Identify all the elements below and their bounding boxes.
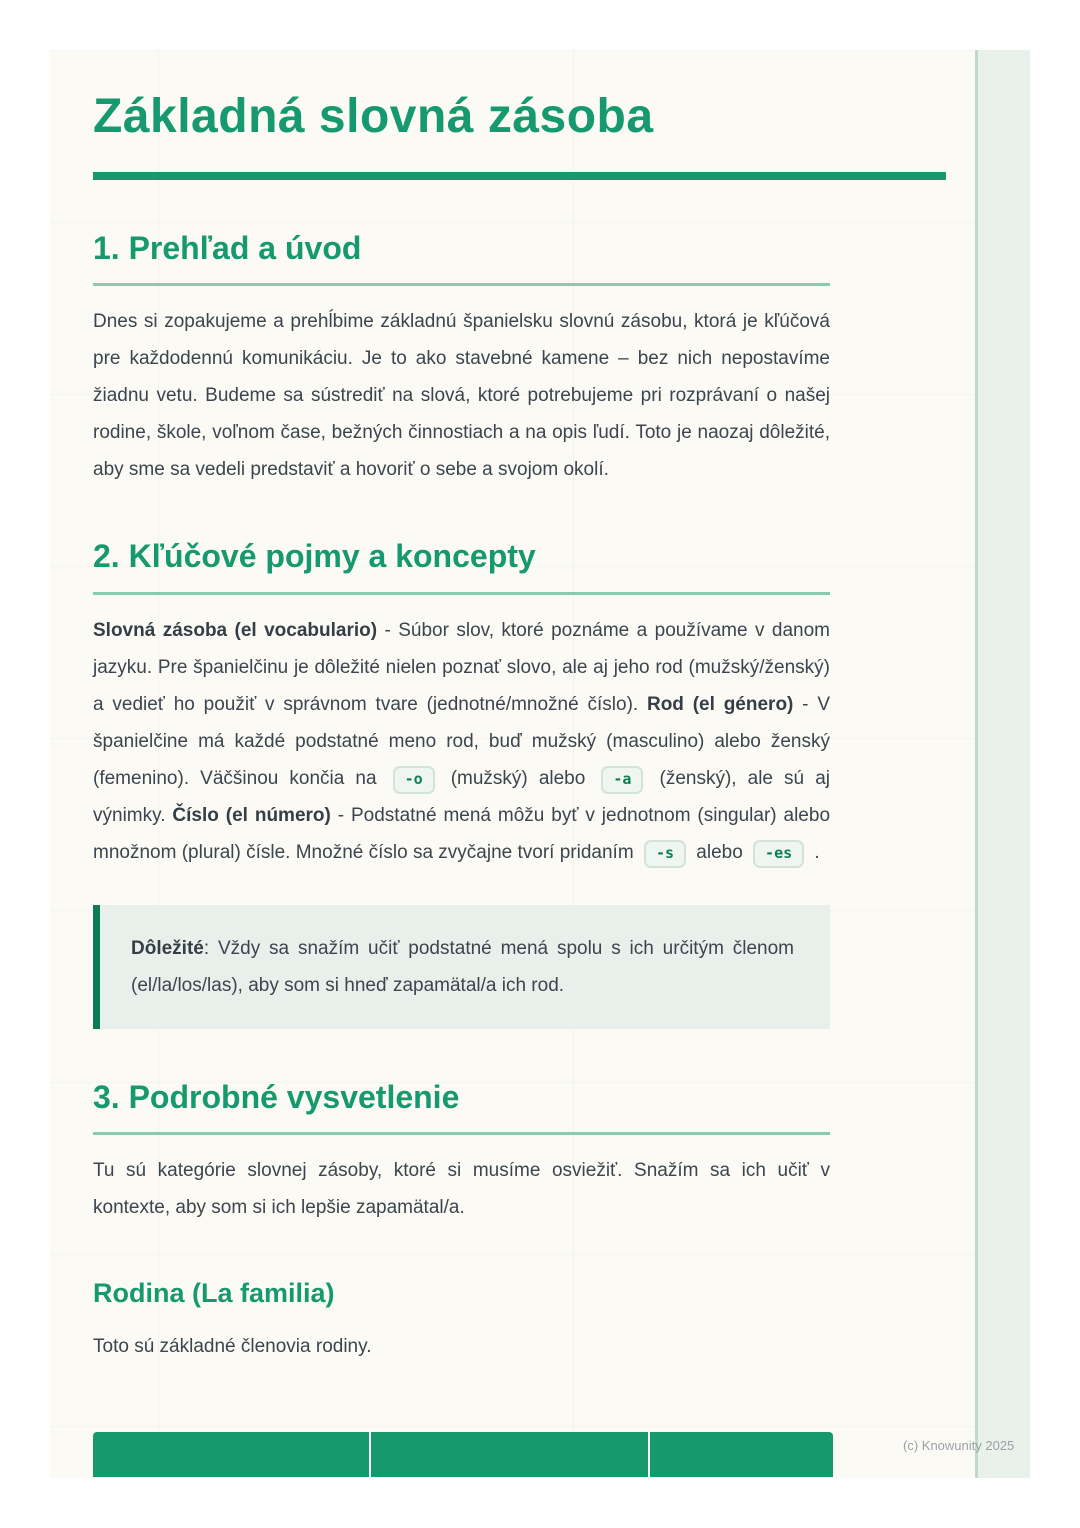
subsection-paragraph: Toto sú základné členovia rodiny.	[93, 1336, 372, 1358]
section-3-paragraph: Tu sú kategórie slovnej zásoby, ktoré si musíme osviežiť. Snažím sa ich učiť v kontexte, aby som si ich lepšie zapamätal/a.	[93, 1160, 830, 1219]
document-page	[50, 50, 1030, 1478]
page-title: Základná slovná zásoba	[93, 90, 654, 143]
section-1-paragraph: Dnes si zopakujeme a prehĺbime základnú španielsku slovnú zásobu, ktorá je kľúčová pre každodennú komunikáciu. Je to ako stavebné kamene – bez nich nepostavíme žiadnu vetu. Budeme sa sústrediť na slová, ktoré potrebujeme pri rozprávaní o našej rodine, škole, voľnom čase, bežných činnostiach a na opis ľudí. Toto je naozaj dôležité, aby sme sa vedeli predstaviť a hovoriť o sebe a svojom okolí.	[93, 311, 830, 481]
section-heading-3-underline	[93, 1132, 830, 1135]
inline-code-badge: -o	[393, 766, 435, 794]
paragraph-text: (ženský), ale sú aj výnimky.	[93, 767, 830, 826]
section-heading-2-underline	[93, 592, 830, 595]
section-heading-1-underline	[93, 283, 830, 286]
term-bold: Rod (el género)	[646, 693, 794, 715]
section-2-paragraph	[93, 612, 830, 871]
term-bold: Slovná zásoba (el vocabulario)	[93, 619, 378, 641]
subsection-heading-rodina: Rodina (La familia)	[93, 1278, 335, 1309]
table-header-row	[93, 1432, 833, 1477]
document-content	[93, 50, 830, 1365]
paragraph-text: - Podstatné mená môžu byť v jednotnom (singular) alebo množnom (plural) čísle. Množné číslo sa zvyčajne tvorí pridaním	[93, 804, 831, 863]
table-header-cell	[93, 1432, 369, 1477]
term-bold: Číslo (el número)	[172, 804, 331, 826]
section-heading-2: 2. Kľúčové pojmy a koncepty	[93, 538, 536, 575]
paragraph-text: .	[809, 841, 820, 863]
paragraph-text: alebo	[691, 841, 749, 863]
table-header-cell	[650, 1432, 833, 1477]
right-margin-stripe	[975, 50, 1030, 1478]
inline-code-badge: -s	[644, 840, 686, 868]
paragraph-text: - Súbor slov, ktoré poznáme a používame v danom jazyku. Pre španielčinu je dôležité nielen poznať slovo, ale aj jeho rod (mužský/ženský) a vedieť ho použiť v správnom tvare (jednotné/množné číslo).	[93, 619, 830, 715]
callout-label: Dôležité	[131, 937, 204, 959]
copyright-notice: (c) Knowunity 2025	[903, 1438, 1015, 1453]
important-callout	[93, 905, 830, 1029]
section-heading-3: 3. Podrobné vysvetlenie	[93, 1078, 460, 1115]
table-header-cell	[371, 1432, 648, 1477]
section-heading-1: 1. Prehľad a úvod	[93, 229, 362, 266]
inline-code-badge: -es	[753, 840, 804, 868]
title-rule	[93, 172, 946, 180]
paragraph-text: - V španielčine má každé podstatné meno rod, buď mužský (masculino) alebo ženský (femenino). Väčšinou končia na	[93, 693, 830, 789]
callout-text: : Vždy sa snažím učiť podstatné mená spolu s ich určitým členom (el/la/los/las), aby som si hneď zapamätal/a ich rod.	[131, 937, 794, 996]
paragraph-text: (mužský) alebo	[439, 767, 597, 789]
inline-code-badge: -a	[601, 766, 643, 794]
